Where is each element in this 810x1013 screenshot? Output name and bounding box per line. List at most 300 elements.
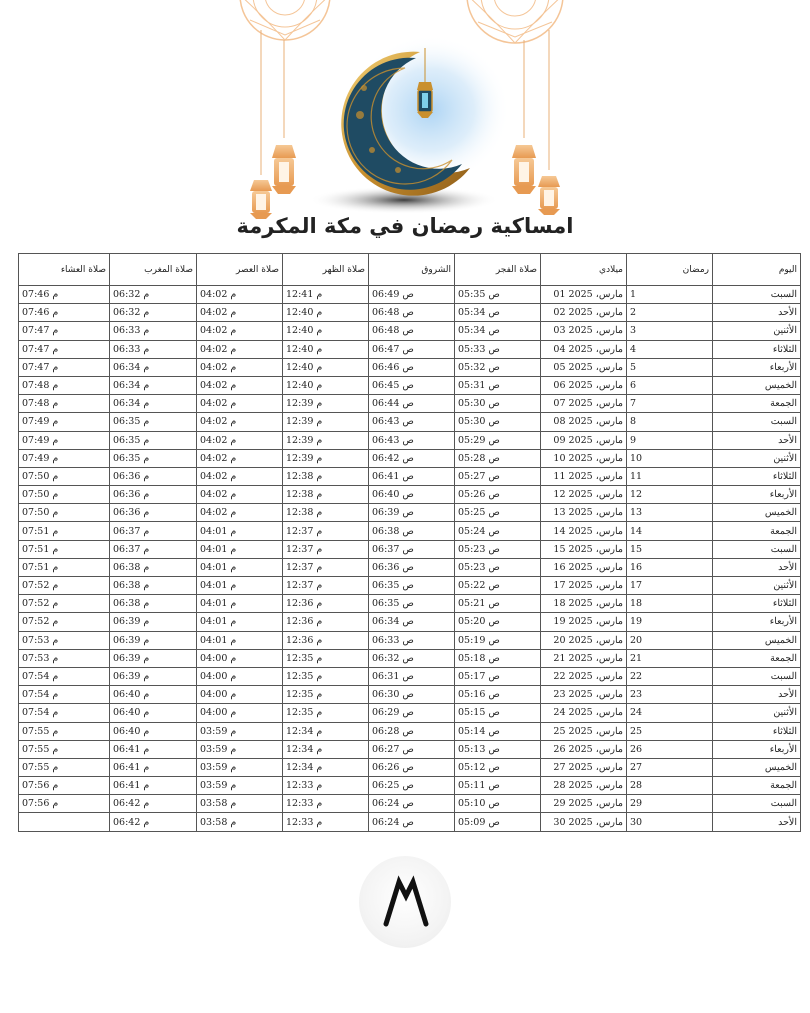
table-cell: ص 06:35 (369, 577, 455, 595)
table-cell: م 07:48 (19, 395, 110, 413)
table-cell: م 07:52 (19, 577, 110, 595)
table-row (19, 413, 801, 431)
table-cell: مارس، 2025 05 (541, 358, 627, 376)
table-cell: 12 (627, 486, 713, 504)
table-cell: 11 (627, 467, 713, 485)
table-row (19, 667, 801, 685)
table-cell: م 06:35 (110, 449, 197, 467)
page-title: امساكية رمضان في مكة المكرمة (236, 214, 574, 238)
table-cell: م 06:40 (110, 722, 197, 740)
table-cell: م 12:40 (283, 376, 369, 394)
table-cell: ص 06:27 (369, 740, 455, 758)
table-cell: م 07:47 (19, 358, 110, 376)
table-cell: 9 (627, 431, 713, 449)
table-cell: م 12:40 (283, 322, 369, 340)
table-cell: الأثنين (713, 449, 801, 467)
table-cell: م 12:39 (283, 413, 369, 431)
table-cell: م 04:00 (197, 649, 283, 667)
table-cell: م 04:01 (197, 613, 283, 631)
table-cell: م 06:35 (110, 431, 197, 449)
table-cell: الأثنين (713, 322, 801, 340)
table-cell: م 06:39 (110, 667, 197, 685)
table-cell: ص 06:38 (369, 522, 455, 540)
table-cell: مارس، 2025 04 (541, 340, 627, 358)
table-cell: م 03:59 (197, 758, 283, 776)
table-cell: الجمعة (713, 649, 801, 667)
table-cell: م 03:58 (197, 795, 283, 813)
table-cell: الأحد (713, 558, 801, 576)
table-row (19, 340, 801, 358)
table-cell: ص 06:49 (369, 286, 455, 304)
table-cell: م 12:40 (283, 304, 369, 322)
table-cell: ص 05:31 (455, 376, 541, 394)
table-cell: م 04:02 (197, 395, 283, 413)
table-cell: الثلاثاء (713, 340, 801, 358)
table-cell: م 12:36 (283, 613, 369, 631)
table-cell: م 12:35 (283, 704, 369, 722)
table-cell: الأحد (713, 686, 801, 704)
table-row (19, 795, 801, 813)
table-cell: م 07:55 (19, 722, 110, 740)
column-header: صلاة العصر (197, 254, 283, 286)
table-cell: 5 (627, 358, 713, 376)
table-cell: م 07:56 (19, 777, 110, 795)
table-cell: م 07:53 (19, 631, 110, 649)
table-cell: ص 05:27 (455, 467, 541, 485)
table-row (19, 431, 801, 449)
table-cell: الجمعة (713, 777, 801, 795)
table-cell: ص 05:33 (455, 340, 541, 358)
table-cell: ص 05:19 (455, 631, 541, 649)
table-cell: م 12:39 (283, 431, 369, 449)
table-cell: 6 (627, 376, 713, 394)
table-cell: م 12:36 (283, 631, 369, 649)
table-cell: م 12:40 (283, 358, 369, 376)
table-cell: م 12:39 (283, 449, 369, 467)
table-cell: م 06:39 (110, 613, 197, 631)
table-cell: م 06:40 (110, 686, 197, 704)
table-cell: م 07:50 (19, 504, 110, 522)
table-cell: م 06:33 (110, 322, 197, 340)
column-header: ميلادي (541, 254, 627, 286)
table-cell: 14 (627, 522, 713, 540)
table-cell: ص 05:12 (455, 758, 541, 776)
table-cell: 25 (627, 722, 713, 740)
table-cell: م 07:51 (19, 540, 110, 558)
table-cell: م 12:33 (283, 777, 369, 795)
table-cell: ص 06:45 (369, 376, 455, 394)
table-cell: ص 05:32 (455, 358, 541, 376)
table-cell: الخميس (713, 504, 801, 522)
table-cell: 4 (627, 340, 713, 358)
table-cell: م 06:32 (110, 304, 197, 322)
table-cell (19, 813, 110, 831)
table-cell: مارس، 2025 06 (541, 376, 627, 394)
table-cell: م 06:36 (110, 504, 197, 522)
table-cell: ص 06:24 (369, 795, 455, 813)
table-cell: مارس، 2025 28 (541, 777, 627, 795)
table-cell: ص 05:16 (455, 686, 541, 704)
table-cell: م 04:01 (197, 558, 283, 576)
table-cell: ص 05:23 (455, 558, 541, 576)
table-row (19, 595, 801, 613)
table-cell: م 06:36 (110, 467, 197, 485)
table-row (19, 486, 801, 504)
table-cell: ص 06:29 (369, 704, 455, 722)
table-cell: م 06:38 (110, 595, 197, 613)
table-cell: مارس، 2025 07 (541, 395, 627, 413)
table-cell: الأحد (713, 813, 801, 831)
table-cell: م 07:49 (19, 431, 110, 449)
brand-logo-icon (359, 856, 451, 948)
table-cell: م 07:49 (19, 413, 110, 431)
table-cell: ص 06:37 (369, 540, 455, 558)
table-cell: م 12:33 (283, 795, 369, 813)
table-cell: مارس، 2025 14 (541, 522, 627, 540)
table-cell: م 04:01 (197, 522, 283, 540)
table-cell: 28 (627, 777, 713, 795)
table-row (19, 467, 801, 485)
table-cell: م 06:40 (110, 704, 197, 722)
table-cell: ص 06:33 (369, 631, 455, 649)
table-cell: م 07:55 (19, 758, 110, 776)
table-cell: م 06:39 (110, 649, 197, 667)
table-cell: ص 06:39 (369, 504, 455, 522)
table-cell: م 12:35 (283, 667, 369, 685)
table-row (19, 631, 801, 649)
table-cell: 26 (627, 740, 713, 758)
column-header: صلاة المغرب (110, 254, 197, 286)
table-cell: ص 05:14 (455, 722, 541, 740)
table-cell: 27 (627, 758, 713, 776)
table-cell: م 04:01 (197, 577, 283, 595)
column-header: صلاة الظهر (283, 254, 369, 286)
table-cell: م 07:46 (19, 304, 110, 322)
table-cell: مارس، 2025 11 (541, 467, 627, 485)
column-header: اليوم (713, 254, 801, 286)
table-cell: مارس، 2025 17 (541, 577, 627, 595)
table-cell: م 12:35 (283, 686, 369, 704)
table-cell: م 06:33 (110, 340, 197, 358)
table-cell: مارس، 2025 13 (541, 504, 627, 522)
table-cell: مارس، 2025 08 (541, 413, 627, 431)
table-cell: م 12:34 (283, 722, 369, 740)
table-cell: ص 06:43 (369, 413, 455, 431)
table-cell: ص 05:11 (455, 777, 541, 795)
table-cell: ص 05:34 (455, 322, 541, 340)
table-cell: م 07:52 (19, 595, 110, 613)
lantern-center (417, 82, 433, 118)
table-cell: 29 (627, 795, 713, 813)
table-cell: السبت (713, 667, 801, 685)
table-cell: الخميس (713, 376, 801, 394)
table-cell: ص 05:18 (455, 649, 541, 667)
table-cell: م 07:50 (19, 467, 110, 485)
table-cell: ص 06:35 (369, 595, 455, 613)
table-cell: م 12:38 (283, 504, 369, 522)
column-header: الشروق (369, 254, 455, 286)
table-cell: ص 05:30 (455, 413, 541, 431)
header-illustration (0, 0, 810, 250)
table-cell: 2 (627, 304, 713, 322)
table-row (19, 558, 801, 576)
prayer-times-table (18, 253, 801, 832)
table-cell: ص 05:17 (455, 667, 541, 685)
table-cell: م 06:41 (110, 758, 197, 776)
table-cell: السبت (713, 413, 801, 431)
table-cell: م 03:59 (197, 777, 283, 795)
table-cell: مارس، 2025 15 (541, 540, 627, 558)
table-cell: 24 (627, 704, 713, 722)
mandala-ornament-left (240, 0, 330, 40)
table-cell: م 07:54 (19, 704, 110, 722)
table-cell: ص 06:34 (369, 613, 455, 631)
table-cell: م 12:37 (283, 577, 369, 595)
table-cell: 17 (627, 577, 713, 595)
table-cell: ص 06:48 (369, 304, 455, 322)
column-header: رمضان (627, 254, 713, 286)
table-cell: الثلاثاء (713, 467, 801, 485)
table-row (19, 813, 801, 831)
table-cell: 13 (627, 504, 713, 522)
table-cell: الأربعاء (713, 486, 801, 504)
table-cell: الأثنين (713, 704, 801, 722)
table-cell: م 12:35 (283, 649, 369, 667)
table-cell: مارس، 2025 23 (541, 686, 627, 704)
table-cell: ص 06:25 (369, 777, 455, 795)
table-cell: مارس، 2025 24 (541, 704, 627, 722)
table-cell: م 07:50 (19, 486, 110, 504)
table-cell: م 07:48 (19, 376, 110, 394)
table-cell: م 04:02 (197, 486, 283, 504)
table-cell: م 07:53 (19, 649, 110, 667)
table-header-row (19, 254, 801, 286)
table-cell: الثلاثاء (713, 595, 801, 613)
table-cell: ص 05:20 (455, 613, 541, 631)
table-cell: ص 05:30 (455, 395, 541, 413)
table-cell: م 03:59 (197, 722, 283, 740)
table-cell: ص 06:30 (369, 686, 455, 704)
table-cell: الثلاثاء (713, 722, 801, 740)
table-cell: مارس، 2025 19 (541, 613, 627, 631)
table-row (19, 722, 801, 740)
table-cell: م 04:00 (197, 704, 283, 722)
table-cell: م 03:59 (197, 740, 283, 758)
table-cell: ص 05:28 (455, 449, 541, 467)
table-cell: 19 (627, 613, 713, 631)
table-cell: م 07:51 (19, 558, 110, 576)
table-cell: م 04:02 (197, 286, 283, 304)
brand-logo (359, 856, 451, 948)
table-cell: ص 05:26 (455, 486, 541, 504)
table-cell: م 12:37 (283, 522, 369, 540)
table-cell: ص 05:13 (455, 740, 541, 758)
table-cell: ص 06:42 (369, 449, 455, 467)
table-cell: ص 06:36 (369, 558, 455, 576)
table-cell: ص 05:35 (455, 286, 541, 304)
table-row (19, 686, 801, 704)
table-cell: مارس، 2025 26 (541, 740, 627, 758)
table-cell: م 07:54 (19, 686, 110, 704)
table-cell: م 06:34 (110, 395, 197, 413)
table-cell: 20 (627, 631, 713, 649)
table-cell: م 04:02 (197, 358, 283, 376)
table-cell: الجمعة (713, 395, 801, 413)
ramadan-crescent-lantern-icon (0, 0, 810, 250)
table-cell: 3 (627, 322, 713, 340)
table-cell: م 04:00 (197, 667, 283, 685)
table-cell: 21 (627, 649, 713, 667)
table-cell: ص 06:41 (369, 467, 455, 485)
table-cell: مارس، 2025 09 (541, 431, 627, 449)
table-cell: الأثنين (713, 577, 801, 595)
table-cell: م 03:58 (197, 813, 283, 831)
table-cell: م 12:34 (283, 740, 369, 758)
table-cell: ص 05:21 (455, 595, 541, 613)
table-cell: 18 (627, 595, 713, 613)
table-cell: ص 05:15 (455, 704, 541, 722)
table-cell: ص 06:24 (369, 813, 455, 831)
table-row (19, 449, 801, 467)
table-cell: مارس، 2025 03 (541, 322, 627, 340)
table-cell: م 06:38 (110, 558, 197, 576)
table-cell: ص 06:28 (369, 722, 455, 740)
table-cell: م 12:34 (283, 758, 369, 776)
table-cell: مارس، 2025 21 (541, 649, 627, 667)
table-cell: مارس، 2025 29 (541, 795, 627, 813)
table-cell: ص 06:47 (369, 340, 455, 358)
table-cell: م 07:49 (19, 449, 110, 467)
table-cell: السبت (713, 795, 801, 813)
table-row (19, 758, 801, 776)
table-cell: م 07:52 (19, 613, 110, 631)
table-cell: ص 06:40 (369, 486, 455, 504)
table-cell: مارس، 2025 27 (541, 758, 627, 776)
table-cell: م 04:02 (197, 449, 283, 467)
table-cell: م 12:38 (283, 467, 369, 485)
table-cell: م 04:02 (197, 467, 283, 485)
table-row (19, 704, 801, 722)
table-cell: م 06:41 (110, 740, 197, 758)
table-cell: ص 05:25 (455, 504, 541, 522)
table-cell: 10 (627, 449, 713, 467)
table-cell: 30 (627, 813, 713, 831)
table-cell: مارس، 2025 30 (541, 813, 627, 831)
table-cell: م 07:46 (19, 286, 110, 304)
table-cell: الأحد (713, 431, 801, 449)
table-cell: الأحد (713, 304, 801, 322)
lantern-right-2 (538, 176, 560, 215)
column-header: صلاة الفجر (455, 254, 541, 286)
table-cell: ص 06:44 (369, 395, 455, 413)
table-row (19, 522, 801, 540)
table-row (19, 577, 801, 595)
table-cell: م 12:37 (283, 540, 369, 558)
table-cell: 15 (627, 540, 713, 558)
table-cell: ص 05:34 (455, 304, 541, 322)
table-row (19, 649, 801, 667)
table-cell: السبت (713, 286, 801, 304)
table-cell: ص 05:29 (455, 431, 541, 449)
table-cell: مارس، 2025 12 (541, 486, 627, 504)
table-cell: م 04:02 (197, 340, 283, 358)
table-row (19, 376, 801, 394)
table-cell: م 07:54 (19, 667, 110, 685)
table-cell: م 04:01 (197, 631, 283, 649)
prayer-times-table-wrapper (18, 253, 800, 832)
table-cell: م 07:56 (19, 795, 110, 813)
table-cell: م 06:39 (110, 631, 197, 649)
table-cell: م 07:47 (19, 322, 110, 340)
table-cell: مارس، 2025 01 (541, 286, 627, 304)
table-cell: م 04:01 (197, 540, 283, 558)
table-row (19, 286, 801, 304)
table-cell: ص 06:26 (369, 758, 455, 776)
table-row (19, 358, 801, 376)
table-row (19, 740, 801, 758)
table-cell: ص 05:24 (455, 522, 541, 540)
table-cell: م 06:32 (110, 286, 197, 304)
table-cell: ص 06:46 (369, 358, 455, 376)
table-cell: م 04:02 (197, 322, 283, 340)
table-cell: م 06:42 (110, 795, 197, 813)
table-cell: 16 (627, 558, 713, 576)
table-cell: م 12:41 (283, 286, 369, 304)
table-cell: مارس، 2025 10 (541, 449, 627, 467)
table-cell: م 04:02 (197, 304, 283, 322)
table-cell: 1 (627, 286, 713, 304)
table-cell: ص 06:43 (369, 431, 455, 449)
table-cell: م 12:36 (283, 595, 369, 613)
table-cell: ص 05:22 (455, 577, 541, 595)
table-cell: الأربعاء (713, 613, 801, 631)
table-cell: م 04:02 (197, 376, 283, 394)
table-cell: 23 (627, 686, 713, 704)
table-cell: مارس، 2025 25 (541, 722, 627, 740)
table-row (19, 504, 801, 522)
table-cell: مارس، 2025 20 (541, 631, 627, 649)
table-cell: م 06:41 (110, 777, 197, 795)
table-cell: السبت (713, 540, 801, 558)
table-row (19, 613, 801, 631)
table-cell: م 12:39 (283, 395, 369, 413)
table-body (19, 286, 801, 832)
table-cell: 8 (627, 413, 713, 431)
table-cell: ص 05:09 (455, 813, 541, 831)
lantern-right-1 (512, 145, 536, 194)
table-row (19, 777, 801, 795)
table-row (19, 395, 801, 413)
table-cell: م 06:34 (110, 376, 197, 394)
table-cell: مارس، 2025 22 (541, 667, 627, 685)
table-cell: م 04:02 (197, 413, 283, 431)
table-cell: م 06:35 (110, 413, 197, 431)
table-cell: ص 06:32 (369, 649, 455, 667)
table-cell: الأربعاء (713, 358, 801, 376)
column-header: صلاة العشاء (19, 254, 110, 286)
table-cell: م 12:37 (283, 558, 369, 576)
table-cell: 7 (627, 395, 713, 413)
table-cell: مارس، 2025 16 (541, 558, 627, 576)
table-cell: 22 (627, 667, 713, 685)
table-cell: الأربعاء (713, 740, 801, 758)
table-cell: م 06:37 (110, 522, 197, 540)
table-cell: ص 05:23 (455, 540, 541, 558)
table-cell: م 12:38 (283, 486, 369, 504)
table-cell: ص 06:31 (369, 667, 455, 685)
table-cell: م 06:42 (110, 813, 197, 831)
table-cell: م 07:51 (19, 522, 110, 540)
